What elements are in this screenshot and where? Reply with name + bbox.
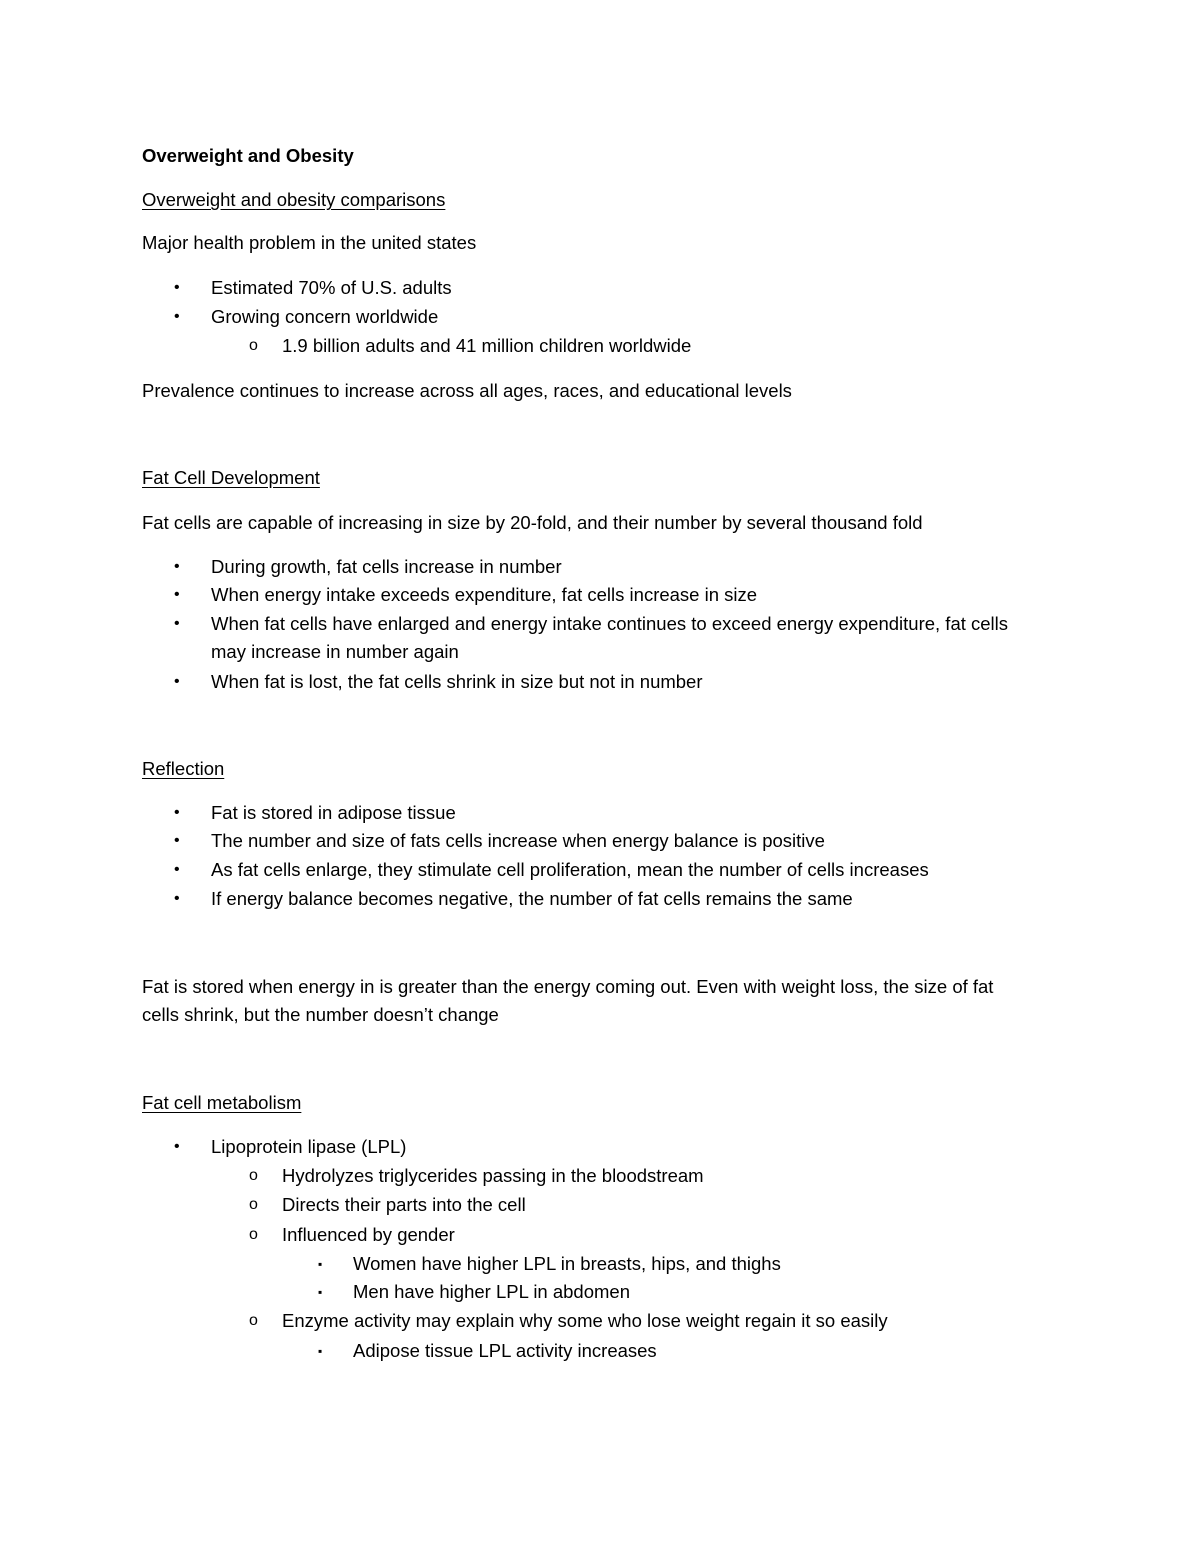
bullet-marker: • [174, 861, 180, 878]
list-item: The number and size of fats cells increase when energy balance is positive [211, 830, 825, 851]
list-item: When fat is lost, the fat cells shrink in size but not in number [211, 671, 703, 692]
heading-fat-cell-development: Fat Cell Development [142, 467, 320, 488]
heading-reflection: Reflection [142, 758, 225, 779]
paragraph: Major health problem in the united states [142, 232, 477, 253]
list-item: If energy balance becomes negative, the number of fat cells remains the same [211, 888, 853, 909]
list-item: As fat cells enlarge, they stimulate cell proliferation, mean the number of cells increases [211, 859, 929, 880]
bullet-marker: • [174, 832, 180, 849]
sub-list-item: Hydrolyzes triglycerides passing in the bloodstream [282, 1165, 704, 1186]
bullet-marker: • [174, 586, 180, 603]
sub-sub-list-item: Men have higher LPL in abdomen [353, 1281, 631, 1302]
sub-list-item: Directs their parts into the cell [282, 1194, 526, 1215]
square-bullet-marker: ▪ [318, 1285, 323, 1299]
bullet-marker: • [174, 279, 180, 296]
sub-sub-list-item: Adipose tissue LPL activity increases [353, 1340, 657, 1361]
sub-bullet-marker: o [249, 337, 258, 354]
sub-list-item: Enzyme activity may explain why some who lose weight regain it so easily [282, 1310, 888, 1331]
heading-overweight-comparisons: Overweight and obesity comparisons [142, 189, 446, 210]
paragraph: Fat cells are capable of increasing in size by 20-fold, and their number by several thousand fold [142, 512, 923, 533]
list-item: Estimated 70% of U.S. adults [211, 277, 452, 298]
paragraph-continuation: cells shrink, but the number doesn’t change [142, 1004, 499, 1025]
square-bullet-marker: ▪ [318, 1344, 323, 1358]
document-title: Overweight and Obesity [142, 145, 354, 166]
bullet-marker: • [174, 1138, 180, 1155]
bullet-marker: • [174, 615, 180, 632]
sub-list-item: Influenced by gender [282, 1224, 455, 1245]
sub-bullet-marker: o [249, 1312, 258, 1329]
bullet-marker: • [174, 558, 180, 575]
bullet-marker: • [174, 308, 180, 325]
list-item: During growth, fat cells increase in number [211, 556, 562, 577]
sub-bullet-marker: o [249, 1196, 258, 1213]
bullet-marker: • [174, 673, 180, 690]
list-item: Lipoprotein lipase (LPL) [211, 1136, 407, 1157]
list-item-continuation: may increase in number again [211, 641, 459, 662]
square-bullet-marker: ▪ [318, 1257, 323, 1271]
sub-bullet-marker: o [249, 1226, 258, 1243]
sub-list-item: 1.9 billion adults and 41 million children worldwide [282, 335, 692, 356]
list-item: Growing concern worldwide [211, 306, 439, 327]
list-item: When fat cells have enlarged and energy intake continues to exceed energy expenditure, fat cells [211, 613, 1009, 634]
sub-sub-list-item: Women have higher LPL in breasts, hips, and thighs [353, 1253, 781, 1274]
paragraph: Fat is stored when energy in is greater than the energy coming out. Even with weight loss, the size of fat [142, 976, 994, 997]
heading-fat-cell-metabolism: Fat cell metabolism [142, 1092, 302, 1113]
list-item: Fat is stored in adipose tissue [211, 802, 456, 823]
paragraph: Prevalence continues to increase across all ages, races, and educational levels [142, 380, 792, 401]
list-item: When energy intake exceeds expenditure, fat cells increase in size [211, 584, 758, 605]
sub-bullet-marker: o [249, 1167, 258, 1184]
bullet-marker: • [174, 890, 180, 907]
bullet-marker: • [174, 804, 180, 821]
